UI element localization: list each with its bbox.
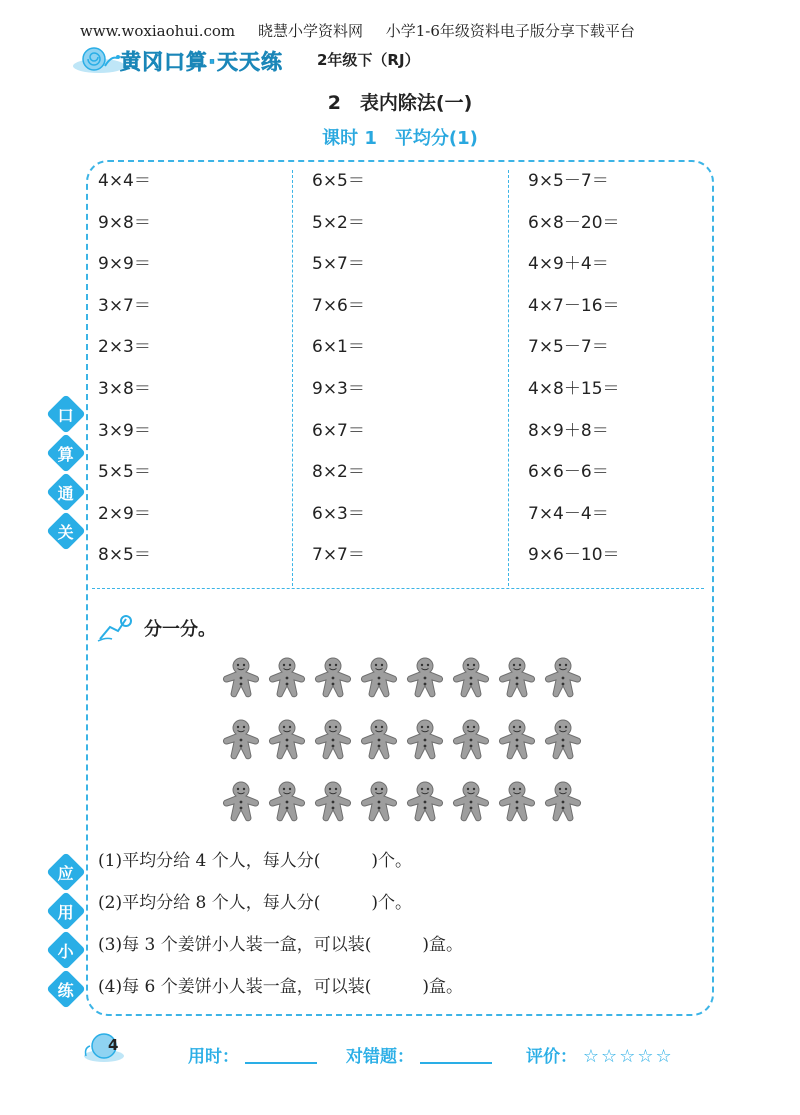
site-header-line [80, 20, 653, 41]
snail-logo-icon [72, 44, 126, 74]
task-heading [96, 610, 216, 646]
side-label-char: 应 [57, 863, 75, 883]
equation: 9×5－7＝ [528, 171, 609, 191]
gingerbread-man-icon [314, 780, 352, 828]
page-number: 4 [108, 1036, 119, 1054]
column-divider-2 [508, 170, 509, 586]
equation: 6×3＝ [312, 503, 365, 524]
equation: 6×6－6＝ [528, 462, 609, 483]
lesson-subtitle: 课时 1 平均分(1) [322, 128, 478, 149]
gingerbread-man-icon [544, 656, 582, 704]
gingerbread-man-icon [452, 656, 490, 704]
correct-label: 对错题： [346, 1047, 414, 1067]
side-label-char: 练 [57, 980, 75, 1000]
question-2: (2)平均分给 8 个人，每人分( )个。 [98, 893, 412, 913]
equation: 6×5＝ [312, 171, 365, 191]
equation-column-1 [98, 166, 151, 582]
question-3: (3)每 3 个姜饼小人装一盒，可以装( )盒。 [98, 935, 463, 955]
gingerbread-man-icon [452, 780, 490, 828]
brand-banner [72, 44, 452, 74]
footer-bar [70, 1022, 750, 1072]
side-label-application [52, 858, 80, 1011]
equation-column-2 [312, 166, 365, 582]
task-label: 分一分。 [144, 619, 216, 640]
gingerbread-man-icon [268, 780, 306, 828]
equation: 7×5－7＝ [528, 337, 609, 358]
gingerbread-man-icon [498, 656, 536, 704]
gingerbread-row [222, 718, 582, 780]
gingerbread-grid [222, 656, 582, 842]
side-label-char: 用 [57, 902, 75, 922]
gingerbread-man-icon [222, 780, 260, 828]
equation: 9×9＝ [98, 254, 151, 275]
gingerbread-man-icon [406, 780, 444, 828]
gingerbread-row [222, 656, 582, 718]
equation: 5×2＝ [312, 212, 365, 233]
equation: 8×9＋8＝ [528, 420, 609, 441]
question-list [98, 846, 463, 1014]
equation: 8×2＝ [312, 462, 365, 483]
correct-field [346, 1042, 492, 1067]
equation: 8×5＝ [98, 545, 151, 566]
equation: 2×3＝ [98, 337, 151, 358]
equation: 5×7＝ [312, 254, 365, 275]
side-label-char: 通 [57, 483, 75, 503]
time-field [188, 1042, 317, 1067]
equation: 6×8－20＝ [528, 212, 620, 233]
side-label-oral [52, 400, 80, 553]
section-divider [92, 588, 704, 589]
equation: 4×4＝ [98, 171, 151, 191]
gingerbread-man-icon [360, 718, 398, 766]
gingerbread-man-icon [268, 656, 306, 704]
brand-title: 黄冈口算·天天练 [120, 50, 283, 74]
equation: 9×6－10＝ [528, 545, 620, 566]
equation: 7×7＝ [312, 545, 365, 566]
gingerbread-man-icon [406, 656, 444, 704]
equation: 3×7＝ [98, 295, 151, 316]
equation: 4×7－16＝ [528, 295, 620, 316]
correct-blank[interactable] [420, 1050, 492, 1064]
column-divider-1 [292, 170, 293, 586]
gingerbread-man-icon [360, 656, 398, 704]
gingerbread-man-icon [406, 718, 444, 766]
gingerbread-man-icon [452, 718, 490, 766]
question-1: (1)平均分给 4 个人，每人分( )个。 [98, 851, 412, 871]
site-name: 晓慧小学资料网 [257, 22, 363, 40]
side-label-char: 算 [57, 444, 75, 464]
site-url: www.woxiaohui.com [80, 22, 236, 40]
grade-label: 2年级下（RJ） [317, 51, 420, 69]
gingerbread-man-icon [222, 656, 260, 704]
rating-field [526, 1042, 674, 1067]
equation: 3×8＝ [98, 378, 151, 399]
equation: 3×9＝ [98, 420, 151, 441]
equation: 4×9＋4＝ [528, 254, 609, 275]
equation: 2×9＝ [98, 503, 151, 524]
equation: 7×6＝ [312, 295, 365, 316]
gingerbread-man-icon [314, 656, 352, 704]
gingerbread-row [222, 780, 582, 842]
rating-label: 评价： [526, 1047, 577, 1067]
side-label-char: 小 [57, 941, 75, 961]
gingerbread-man-icon [544, 718, 582, 766]
question-4: (4)每 6 个姜饼小人装一盒，可以装( )盒。 [98, 977, 463, 997]
gingerbread-man-icon [498, 780, 536, 828]
side-label-char: 关 [57, 522, 75, 542]
gingerbread-man-icon [360, 780, 398, 828]
equation: 9×3＝ [312, 378, 365, 399]
equation-column-3 [528, 166, 620, 582]
site-slogan: 小学1-6年级资料电子版分享下载平台 [385, 22, 635, 40]
gingerbread-man-icon [314, 718, 352, 766]
time-blank[interactable] [245, 1050, 317, 1064]
gingerbread-man-icon [544, 780, 582, 828]
gingerbread-man-icon [268, 718, 306, 766]
page-title: 2 表内除法(一) [327, 92, 473, 114]
equation: 6×1＝ [312, 337, 365, 358]
side-label-char: 口 [57, 405, 75, 425]
equation: 4×8＋15＝ [528, 378, 620, 399]
rating-stars[interactable]: ☆☆☆☆☆ [582, 1046, 674, 1067]
time-label: 用时： [188, 1047, 239, 1067]
gingerbread-man-icon [498, 718, 536, 766]
equation: 6×7＝ [312, 420, 365, 441]
equation: 5×5＝ [98, 462, 151, 483]
equation: 9×8＝ [98, 212, 151, 233]
equation: 7×4－4＝ [528, 503, 609, 524]
gingerbread-man-icon [222, 718, 260, 766]
pencil-pointer-icon [96, 613, 136, 643]
